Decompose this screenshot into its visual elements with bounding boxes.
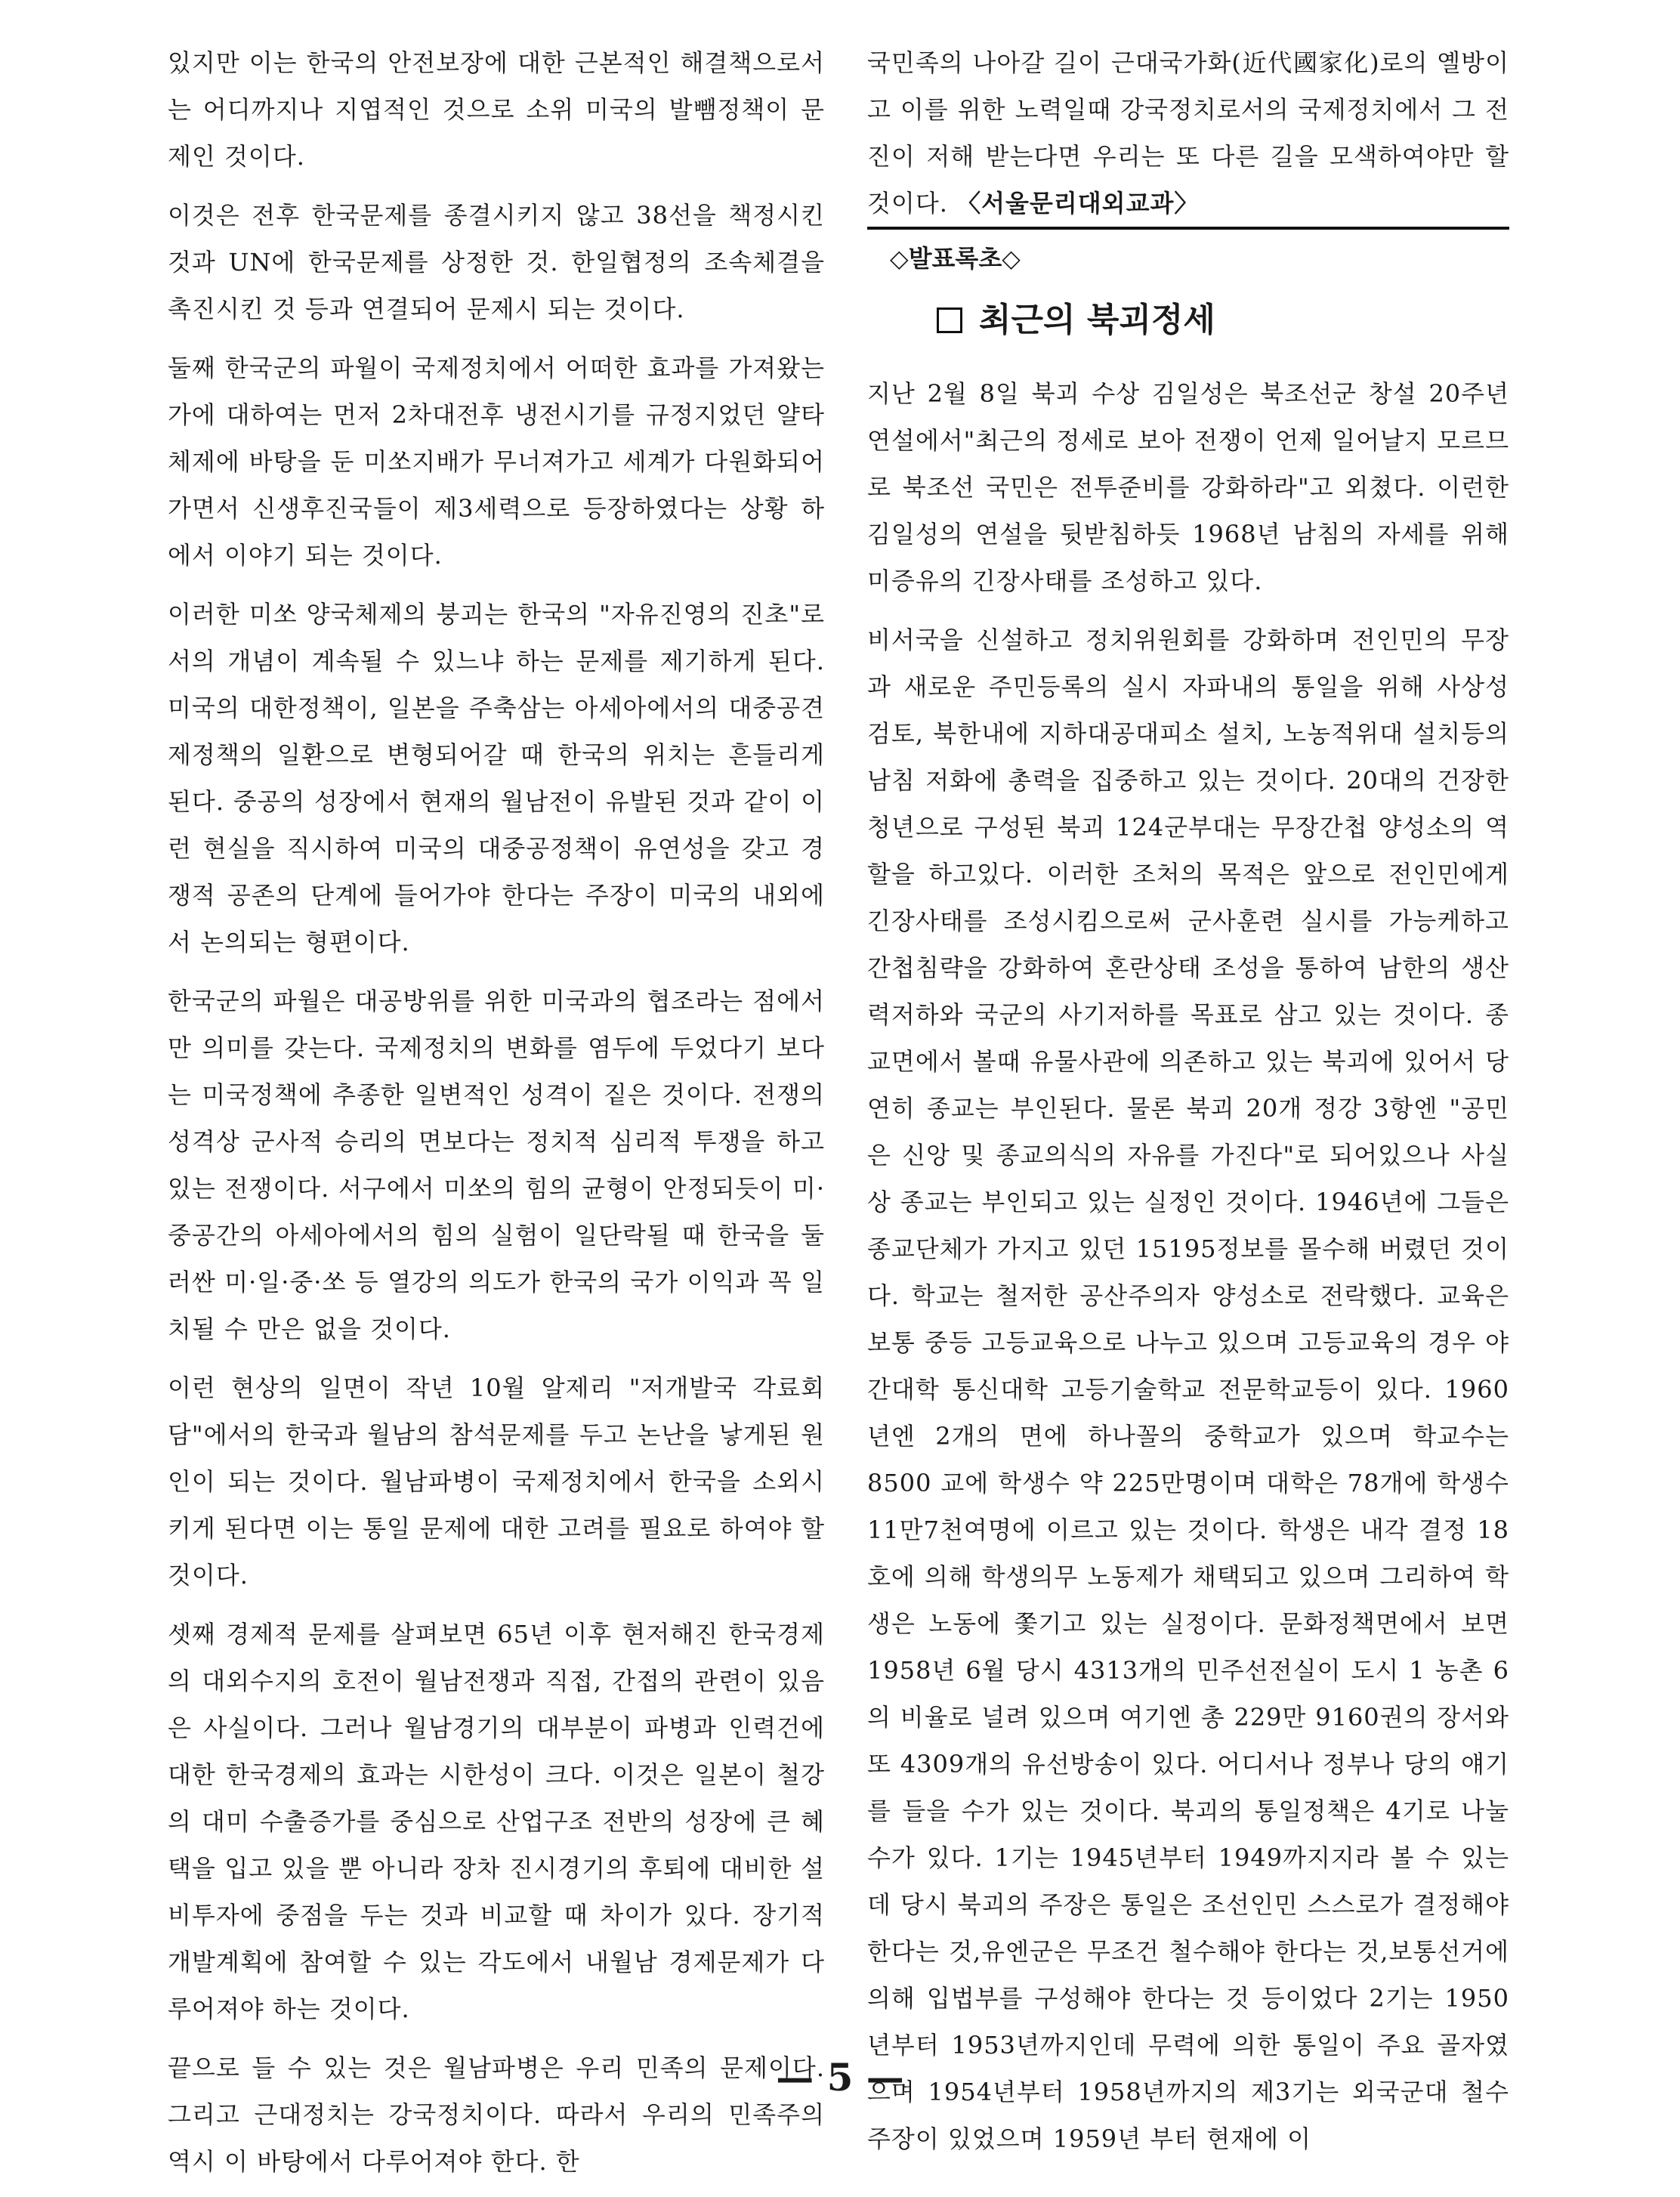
section-divider [867, 227, 1509, 230]
left-paragraph-4: 이러한 미쏘 양국체제의 붕괴는 한국의 "자유진영의 진초"로서의 개념이 계속될 수 있느냐 하는 문제를 제기하게 된다. 미국의 대한정책이, 일본을 주축삼는 아세아에서의 대중공견제정책의 일환으로 변형되어갈 때 한국의 위치는 흔들리게 된다. 중공의 성장에서 현재의 월남전이 유발된 것과 같이 이런 현실을 직시하여 미국의 대중공정책이 유연성을 갖고 경쟁적 공존의 단계에 들어가야 한다는 주장이 미국의 내외에서 논의되는 형편이다. [168, 600, 825, 956]
square-box-icon [937, 307, 962, 333]
right-paragraph-2: 비서국을 신설하고 정치위원회를 강화하며 전인민의 무장과 새로운 주민등록의 실시 자파내의 통일을 위해 사상성 검토, 북한내에 지하대공대피소 설치, 노농적위대 설치등의 남침 저화에 총력을 집중하고 있는 것이다. 20대의 건장한 청년으로 구성된 북괴 124군부대는 무장간첩 양성소의 역할을 하고있다. 이러한 조처의 목적은 앞으로 전인민에게 긴장사태를 조성시킴으로써 군사훈련 실시를 가능케하고 간첩침략을 강화하여 혼란상태 조성을 통하여 남한의 생산력저하와 국군의 사기저하를 목표로 삼고 있는 것이다. 종교면에서 볼때 유물사관에 의존하고 있는 북괴에 있어서 당연히 종교는 부인된다. 물론 북괴 20개 정강 3항엔 "공민은 신앙 및 종교의식의 자유를 가진다"로 되어있으나 사실상 종교는 부인되고 있는 실정인 것이다. 1946년에 그들은 종교단체가 가지고 있던 15195정보를 몰수해 버렸던 것이다. 학교는 철저한 공산주의자 양성소로 전락했다. 교육은 보통 중등 고등교육으로 나누고 있으며 고등교육의 경우 야간대학 통신대학 고등기술학교 전문학교등이 있다. 1960년엔 2개의 면에 하나꼴의 중학교가 있으며 학교수는 8500 교에 학생수 약 225만명이며 대학은 78개에 학생수 11만7천여명에 이르고 있는 것이다. 학생은 내각 결정 18호에 의해 학생의무 노동제가 채택되고 있으며 그리하여 학생은 노동에 쫓기고 있는 실정이다. 문화정책면에서 보면 1958년 6월 당시 4313개의 민주선전실이 도시 1 농촌 6의 비율로 널려 있으며 여기엔 총 229만 9160권의 장서와 또 4309개의 유선방송이 있다. 어디서나 정부나 당의 얘기를 들을 수가 있는 것이다. 북괴의 통일정책은 4기로 나눌수가 있다. 1기는 1945년부터 1949까지지라 볼 수 있는데 당시 북괴의 주장은 통일은 조선인민 스스로가 결정해야 한다는 것,유엔군은 무조건 철수해야 한다는 것,보통선거에 의해 입법부를 구성해야 한다는 것 등이었다 2기는 1950년부터 1953년까지인데 무력에 의한 통일이 주요 골자였으며 1954년부터 1958년까지의 제3기는 외국군대 철수 주장이 있었으며 1959년 부터 현재에 이 [867, 626, 1509, 2153]
right-column-body [867, 370, 1509, 2174]
source-attribution: 〈서울문리대외교과〉 [956, 189, 1200, 218]
right-top-paragraph [867, 39, 1509, 227]
right-column-top [867, 39, 1509, 227]
left-paragraph-5: 한국군의 파월은 대공방위를 위한 미국과의 협조라는 점에서만 의미를 갖는다. 국제정치의 변화를 염두에 두었다기 보다는 미국정책에 추종한 일변적인 성격이 짙은 것이다. 전쟁의 성격상 군사적 승리의 면보다는 정치적 심리적 투쟁을 하고 있는 전쟁이다. 서구에서 미쏘의 힘의 균형이 안정되듯이 미·중공간의 아세아에서의 힘의 실험이 일단락될 때 한국을 둘러싼 미·일·중·쏘 등 열강의 의도가 한국의 국가 이익과 꼭 일치될 수 만은 없을 것이다. [168, 987, 825, 1343]
left-paragraph-2: 이것은 전후 한국문제를 종결시키지 않고 38선을 책정시킨 것과 UN에 한국문제를 상정한 것. 한일협정의 조속체결을 촉진시킨 것 등과 연결되어 문제시 되는 것이다. [168, 201, 825, 323]
right-top-text: 국민족의 나아갈 길이 근대국가화(近代國家化)로의 옐방이고 이를 위한 노력일때 강국정치로서의 국제정치에서 그 전진이 저해 받는다면 우리는 또 다른 길을 모색하여야만 할 것이다. [867, 48, 1509, 218]
left-paragraph-3: 둘째 한국군의 파월이 국제정치에서 어떠한 효과를 가져왔는가에 대하여는 먼저 2차대전후 냉전시기를 규정지었던 얄타체제에 바탕을 둔 미쏘지배가 무너져가고 세계가 다원화되어 가면서 신생후진국들이 제3세력으로 등장하였다는 상황 하에서 이야기 되는 것이다. [168, 354, 825, 570]
article-heading [937, 296, 1215, 345]
left-column [168, 39, 825, 2197]
right-paragraph-1: 지난 2월 8일 북괴 수상 김일성은 북조선군 창설 20주년 연설에서"최근의 정세로 보아 전쟁이 언제 일어날지 모르므로 북조선 국민은 전투준비를 강화하라"고 외쳤다. 이런한 김일성의 연설을 뒷받침하듯 1968년 남침의 자세를 위해 미증유의 긴장사태를 조성하고 있다. [867, 379, 1509, 595]
page-number: — 5 — [776, 2055, 904, 2100]
left-paragraph-6: 이런 현상의 일면이 작년 10월 알제리 "저개발국 각료회담"에서의 한국과 월남의 참석문제를 두고 논난을 낳게된 원인이 되는 것이다. 월남파병이 국제정치에서 한국을 소외시키게 된다면 이는 통일 문제에 대한 고려를 필요로 하여야 할 것이다. [168, 1374, 825, 1590]
left-paragraph-1: 있지만 이는 한국의 안전보장에 대한 근본적인 해결책으로서는 어디까지나 지엽적인 것으로 소위 미국의 발뺌정책이 문제인 것이다. [168, 48, 825, 171]
left-paragraph-7: 셋째 경제적 문제를 살펴보면 65년 이후 현저해진 한국경제의 대외수지의 호전이 월남전쟁과 직접, 간접의 관련이 있음은 사실이다. 그러나 월남경기의 대부분이 파병과 인력건에 대한 한국경제의 효과는 시한성이 크다. 이것은 일본이 철강의 대미 수출증가를 중심으로 산업구조 전반의 성장에 큰 혜택을 입고 있을 뿐 아니라 장차 진시경기의 후퇴에 대비한 설비투자에 중점을 두는 것과 비교할 때 차이가 있다. 장기적 개발계획에 참여할 수 있는 각도에서 내월남 경제문제가 다루어져야 하는 것이다. [168, 1620, 825, 2023]
left-paragraph-8: 끝으로 들 수 있는 것은 월남파병은 우리 민족의 문제이다. 그리고 근대정치는 강국정치이다. 따라서 우리의 민족주의 역시 이 바탕에서 다루어져야 한다. 한 [168, 2053, 825, 2176]
section-tag: ◇발표록초◇ [890, 244, 1021, 273]
article-heading-text: 최근의 북괴정세 [979, 301, 1215, 339]
